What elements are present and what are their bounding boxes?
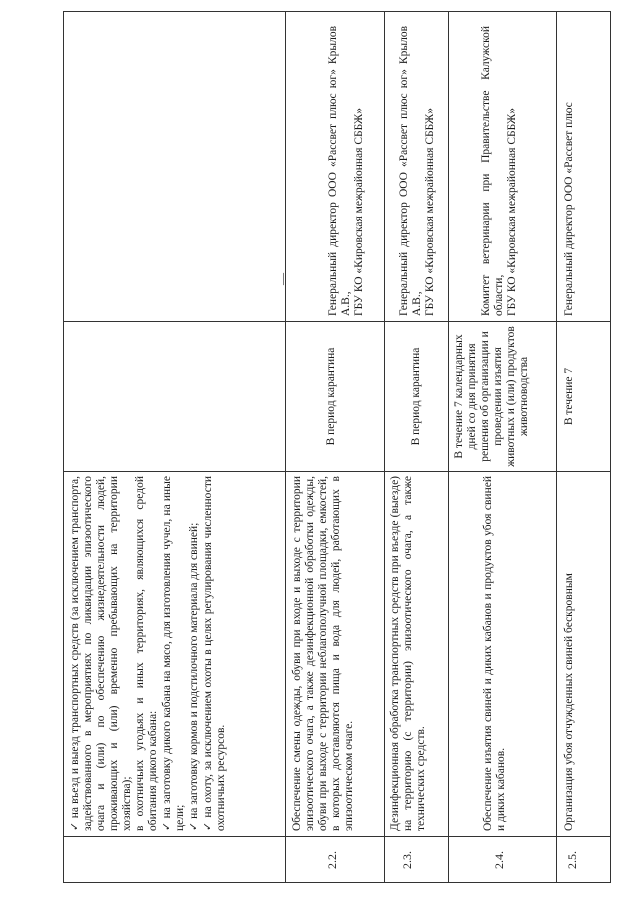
- row-1-responsible: Генеральный директор ООО «Рассвет плюс юг» Крылов А.В., ГБУ КО «Кировская межрайонная СББЖ»: [327, 26, 365, 316]
- row-0-measure: ✓ на въезд и выезд транспортных средств (за исключением транспорта, задействованного в мероприятиях по ликвидации эпизоотического очага и (или) по обеспечению жизнедеятельности людей, проживающих и (или) временно пребывающих на территории хозяйства); в охотничьих угодьях и иных территориях, являющихся средой обитания дикого кабана: ✓ на заготовку дикого кабана на мясо, для изготовления чучел, на иные цели; ✓ на заготовку кормов и подстилочного материала для свиней; ✓ на охоту, за исключением охоты в целях регулирования численности охотничьих ресурсов.: [68, 475, 227, 831]
- row-4-number: 2.5.: [565, 851, 579, 869]
- row-1-number: 2.2.: [325, 851, 339, 869]
- row-2-number: 2.3.: [400, 851, 414, 869]
- table-border-top: [63, 11, 611, 12]
- row-4-measure: Организация убоя отчужденных свиней бескровным: [563, 573, 575, 831]
- row-4-term: В течение 7: [563, 367, 575, 426]
- row-3-term: В течение 7 календарных дней со дня принятия решения об организации и проведении изъятия животных и (или) продуктов животноводства: [453, 326, 530, 467]
- row-divider-4: [556, 11, 557, 883]
- row-3-number: 2.4.: [492, 851, 506, 869]
- row-4-responsible: Генеральный директор ООО «Рассвет плюс: [563, 102, 575, 316]
- checkmark-icon: ✓: [160, 821, 173, 831]
- table-border-right: [610, 11, 611, 883]
- row-0-responsible: —: [275, 273, 289, 285]
- checkmark-icon: ✓: [187, 821, 200, 831]
- row-2-term: В период карантина: [410, 347, 422, 446]
- row-1-term: В период карантина: [325, 347, 337, 446]
- row-2-responsible: Генеральный директор ООО «Рассвет плюс юг» Крылов А.В., ГБУ КО «Кировская межрайонная СББЖ»: [398, 26, 436, 316]
- row-divider-1: [285, 11, 286, 883]
- column-divider-measure: [63, 471, 611, 472]
- column-divider-term: [63, 321, 611, 322]
- row-3-measure: Обеспечение изъятия свиней и диких кабанов и продуктов убоя свиней и диких кабанов.: [482, 476, 507, 831]
- row-1-measure: Обеспечение смены одежды, обуви при входе и выходе с территории эпизоотического очага, а также дезинфекционной обработки одежды, обуви при выходе с территории неблагополучной площадки, емкостей, в которых доставляются пища и вода для людей, работающих в эпизоотическом очаге.: [291, 476, 355, 831]
- row-divider-2: [384, 11, 385, 883]
- row-divider-3: [448, 11, 449, 883]
- column-divider-num: [63, 836, 611, 837]
- row-2-measure: Дезинфекционная обработка транспортных средств при въезде (выезде) на территорию (с территории) эпизоотического очага, а также технических средств.: [389, 476, 427, 831]
- row-3-responsible: Комитет ветеринарии при Правительстве Калужской области, ГБУ КО «Кировская межрайонная СББЖ»: [480, 26, 518, 316]
- table-border-bottom: [63, 882, 611, 883]
- checkmark-icon: ✓: [201, 821, 214, 831]
- checkmark-icon: ✓: [68, 821, 81, 831]
- table-border-left: [63, 11, 64, 883]
